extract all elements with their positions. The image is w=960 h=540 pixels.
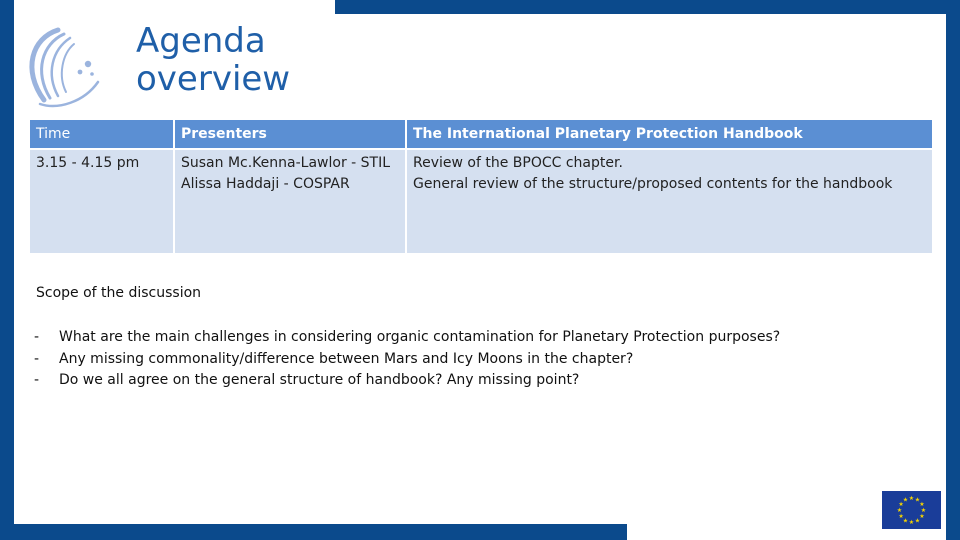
slide-title-line1: Agenda bbox=[136, 21, 266, 61]
svg-text:★: ★ bbox=[896, 507, 903, 514]
svg-text:★: ★ bbox=[919, 513, 925, 520]
svg-text:★: ★ bbox=[902, 517, 909, 525]
bullet-dash: - bbox=[34, 329, 40, 345]
frame-right-bar bbox=[946, 0, 960, 540]
scope-list bbox=[34, 327, 780, 392]
svg-text:★: ★ bbox=[898, 513, 904, 520]
bullet-dash: - bbox=[34, 372, 40, 388]
cell-presenters bbox=[174, 149, 406, 253]
scope-heading: Scope of the discussion bbox=[36, 285, 202, 301]
cell-topics bbox=[406, 149, 932, 253]
time-value: 3.15 - 4.15 pm bbox=[36, 155, 140, 171]
scope-item-2: Any missing commonality/difference between Mars and Icy Moons in the chapter? bbox=[59, 350, 634, 367]
svg-text:★: ★ bbox=[902, 496, 909, 504]
frame-left-bar bbox=[0, 0, 14, 540]
list-item bbox=[34, 327, 780, 349]
svg-text:★: ★ bbox=[914, 496, 921, 504]
presenter-2: Alissa Haddaji - COSPAR bbox=[181, 176, 350, 192]
presenter-1: Susan Mc.Kenna-Lawlor - STIL bbox=[181, 155, 391, 171]
header-presenters: Presenters bbox=[174, 120, 406, 149]
cell-time bbox=[30, 149, 174, 253]
svg-text:★: ★ bbox=[908, 519, 915, 526]
slide-title-line2: overview bbox=[136, 59, 291, 99]
header-time: Time bbox=[30, 120, 174, 149]
svg-text:★: ★ bbox=[920, 507, 927, 514]
svg-text:★: ★ bbox=[908, 495, 915, 502]
svg-text:★: ★ bbox=[919, 501, 925, 508]
cospar-logo-icon bbox=[18, 24, 102, 108]
agenda-table bbox=[30, 120, 932, 253]
topic-2: General review of the structure/proposed contents for the handbook bbox=[413, 176, 893, 192]
svg-text:★: ★ bbox=[898, 501, 904, 508]
slide-title bbox=[136, 22, 290, 98]
header-handbook: The International Planetary Protection Handbook bbox=[406, 120, 932, 149]
scope-item-1: What are the main challenges in considering organic contamination for Planetary Protection purposes? bbox=[59, 329, 781, 345]
table-header-row bbox=[30, 120, 932, 149]
eu-stars-icon bbox=[882, 491, 941, 529]
bullet-dash: - bbox=[34, 350, 40, 367]
frame-bottom-bar bbox=[0, 524, 627, 540]
frame-top-bar bbox=[335, 0, 960, 14]
scope-item-3: Do we all agree on the general structure of handbook? Any missing point? bbox=[59, 372, 580, 388]
list-item bbox=[34, 370, 780, 392]
list-item bbox=[34, 349, 780, 371]
svg-text:★: ★ bbox=[914, 517, 921, 525]
eu-flag-icon bbox=[882, 491, 941, 529]
topic-1: Review of the BPOCC chapter. bbox=[413, 155, 623, 171]
table-row bbox=[30, 149, 932, 253]
